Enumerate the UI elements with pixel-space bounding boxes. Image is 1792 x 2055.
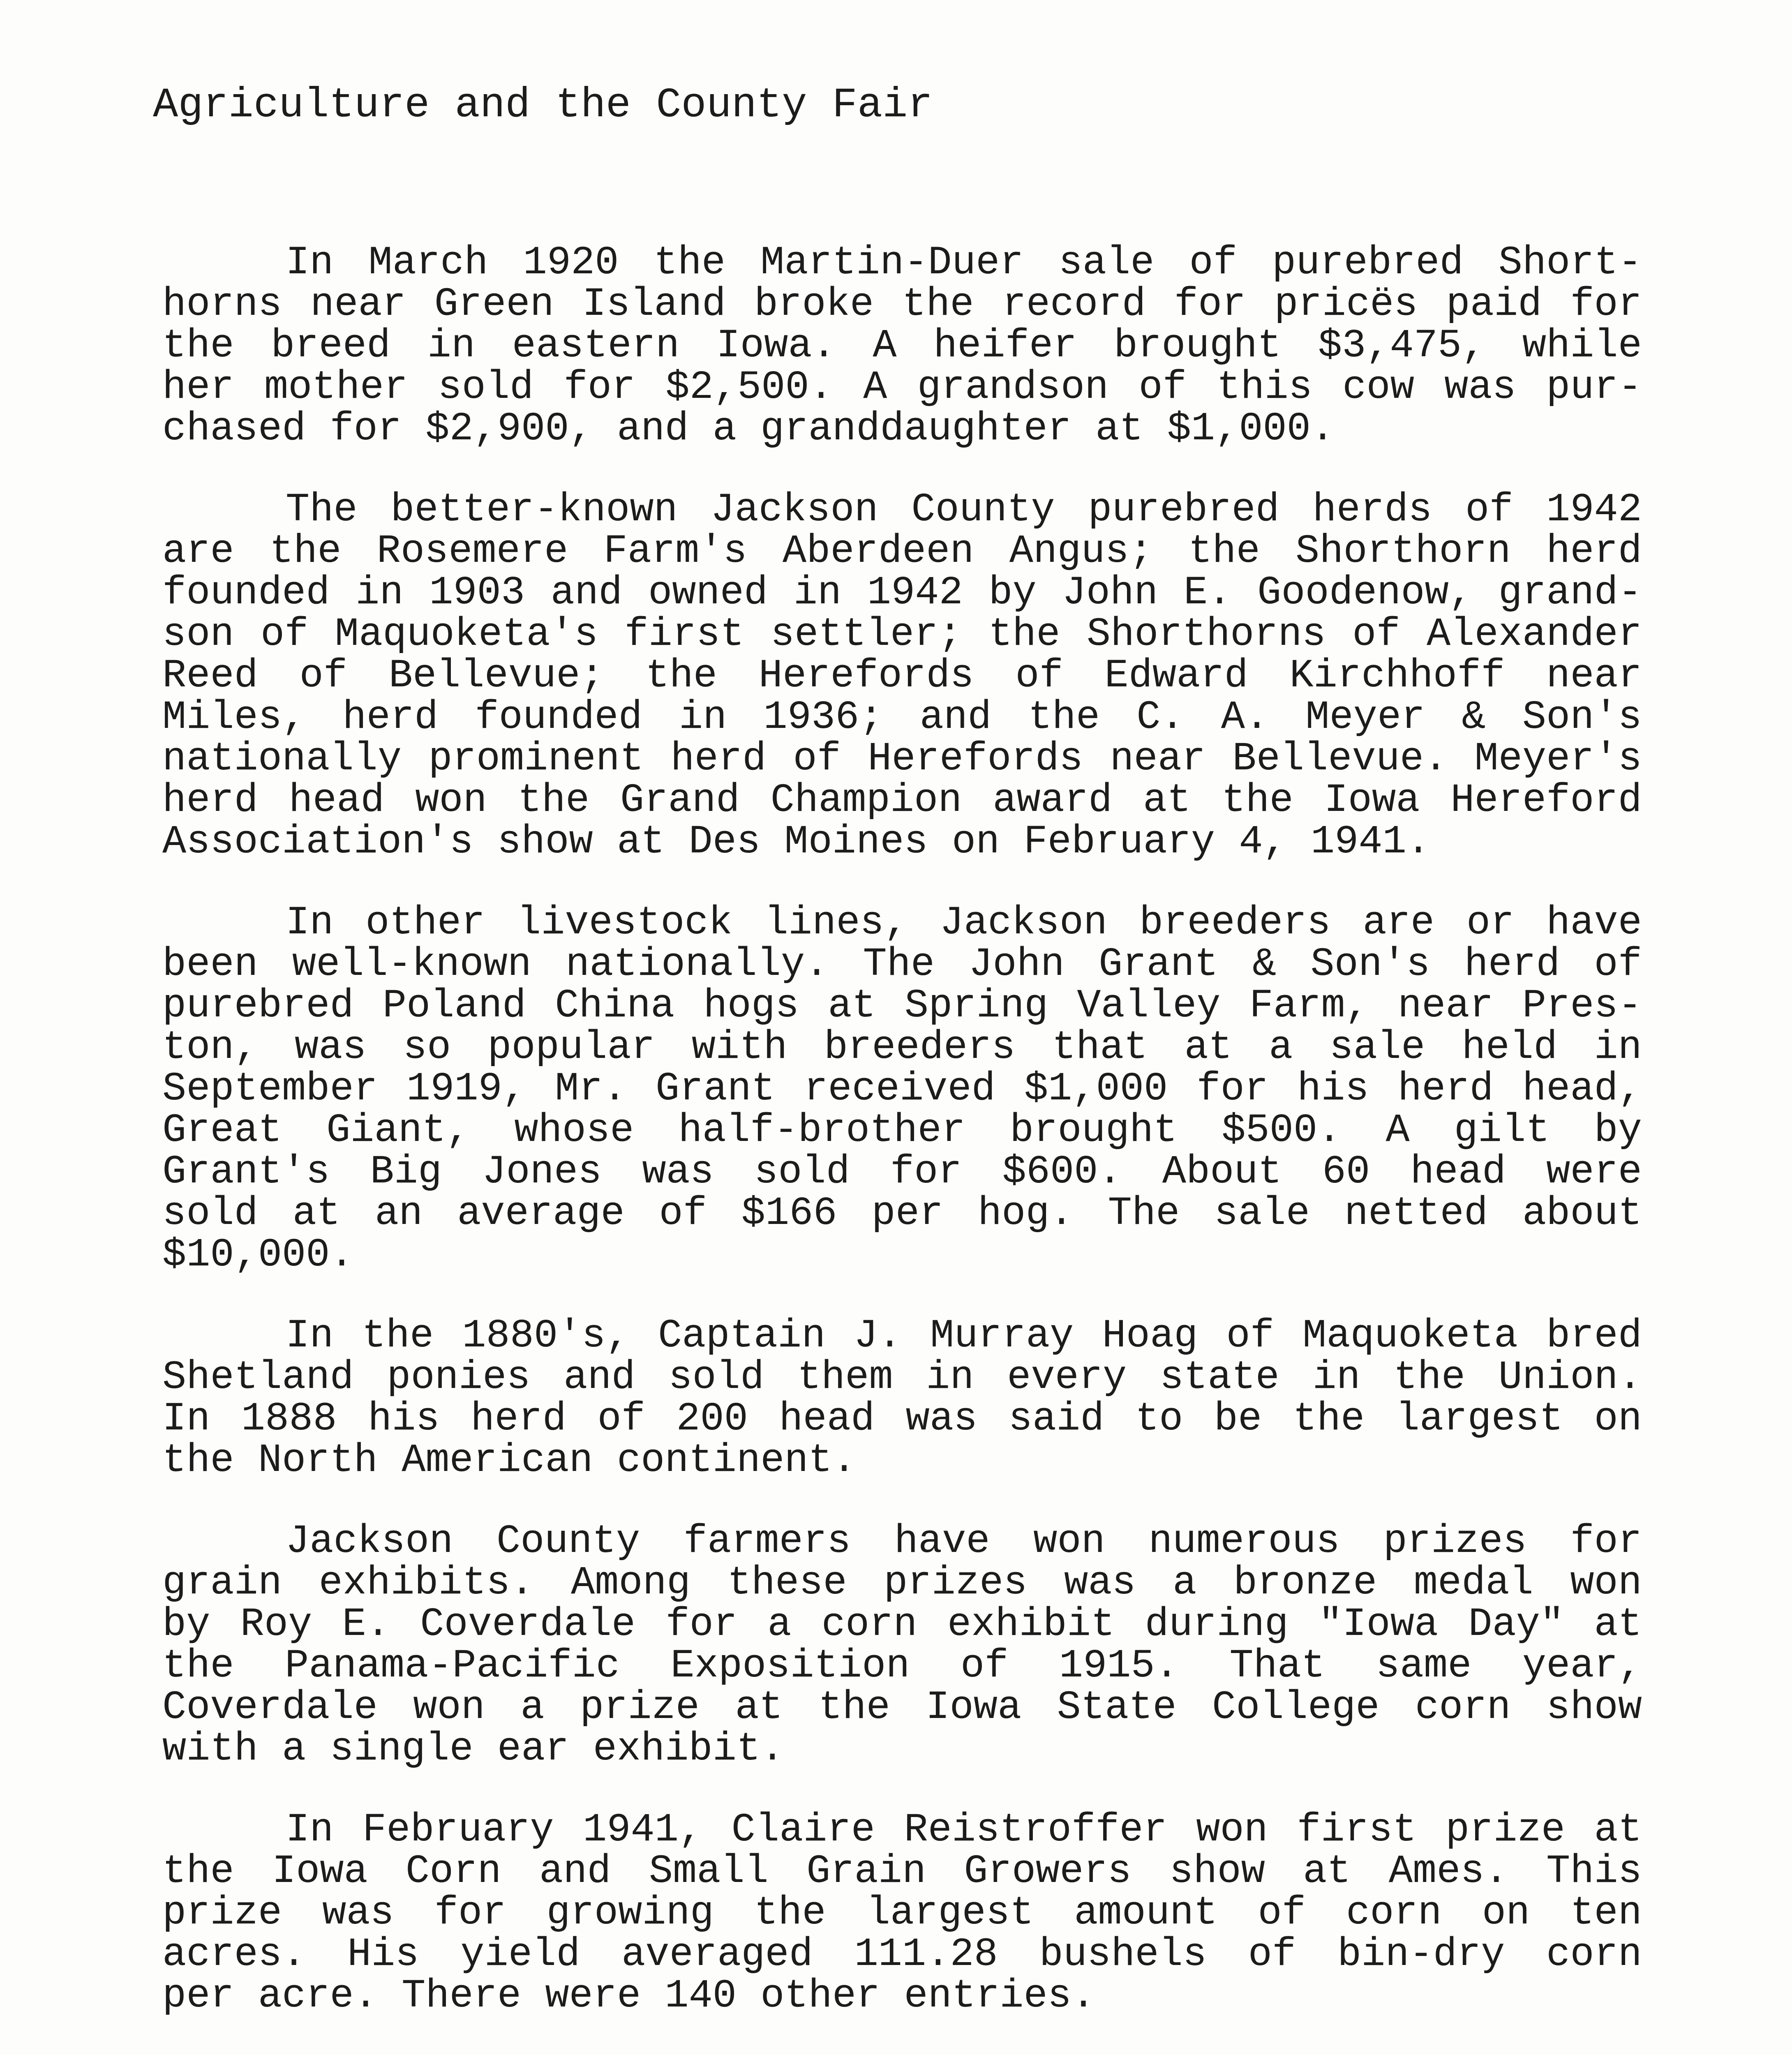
text-line: founded in 1903 and owned in 1942 by John E. Goodenow, grand- [162,570,1642,616]
text-line: In February 1941, Claire Reistroffer won first prize at [286,1808,1642,1853]
text-line: Jackson County farmers have won numerous prizes for [286,1519,1642,1564]
text-line: Reed of Bellevue; the Herefords of Edward Kirchhoff near [162,653,1642,699]
text-line: In the 1880's, Captain J. Murray Hoag of Maquoketa bred [286,1314,1642,1359]
text-line: prize was for growing the largest amount of corn on ten [162,1891,1642,1936]
text-line: with a single ear exhibit. [162,1727,785,1772]
text-line: Great Giant, whose half-brother brought $500. A gilt by [162,1108,1642,1153]
text-line: Shetland ponies and sold them in every state in the Union. [162,1355,1642,1400]
text-line: been well-known nationally. The John Grant & Son's herd of [162,942,1642,987]
text-line: purebred Poland China hogs at Spring Valley Farm, near Pres- [162,984,1642,1029]
text-line: the Iowa Corn and Small Grain Growers show at Ames. This [162,1849,1642,1894]
text-line: In 1888 his herd of 200 head was said to be the largest on [162,1397,1642,1442]
paragraph [162,903,1642,1276]
text-line: chased for $2,900, and a granddaughter at $1,000. [162,406,1335,452]
text-line: grain exhibits. Among these prizes was a bronze medal won [162,1561,1642,1606]
text-line: per acre. There were 140 other entries. [162,1974,1096,2019]
paragraph [162,242,1642,450]
running-head: Agriculture and the County Fair [153,81,933,129]
paragraph [162,487,1642,865]
text-line: the Panama-Pacific Exposition of 1915. That same year, [162,1644,1642,1689]
text-line: herd head won the Grand Champion award at the Iowa Hereford [162,778,1642,823]
text-line: In other livestock lines, Jackson breeders are or have [286,901,1642,946]
text-line: September 1919, Mr. Grant received $1,000 for his herd head, [162,1067,1642,1112]
text-line: nationally prominent herd of Herefords near Bellevue. Meyer's [162,737,1642,782]
text-line: by Roy E. Coverdale for a corn exhibit during "Iowa Day" at [162,1602,1642,1647]
text-line: are the Rosemere Farm's Aberdeen Angus; the Shorthorn herd [162,529,1642,574]
text-line: $10,000. [162,1233,354,1278]
text-line: her mother sold for $2,500. A grandson of this cow was pur- [162,365,1642,410]
text-line: Association's show at Des Moines on February 4, 1941. [162,820,1430,865]
text-line: Coverdale won a prize at the Iowa State College corn show [162,1685,1642,1730]
text-line: horns near Green Island broke the record for pricës paid for [162,282,1642,327]
text-line: The better-known Jackson County purebred herds of 1942 [286,487,1642,533]
text-line: Grant's Big Jones was sold for $600. About 60 head were [162,1150,1642,1195]
text-line: acres. His yield averaged 111.28 bushels of bin-dry corn [162,1932,1642,1977]
text-line: In March 1920 the Martin-Duer sale of purebred Short- [286,240,1642,286]
paragraph [162,1810,1642,2017]
paragraph [162,1521,1642,1770]
text-line: ton, was so popular with breeders that at a sale held in [162,1025,1642,1070]
text-line: sold at an average of $166 per hog. The sale netted about [162,1191,1642,1236]
paragraph [162,1316,1642,1482]
text-line: the breed in eastern Iowa. A heifer brought $3,475, while [162,323,1642,369]
text-line: the North American continent. [162,1438,857,1483]
text-line: son of Maquoketa's first settler; the Shorthorns of Alexander [162,612,1642,657]
body-text [162,242,1642,2055]
text-line: Miles, herd founded in 1936; and the C. A. Meyer & Son's [162,695,1642,740]
